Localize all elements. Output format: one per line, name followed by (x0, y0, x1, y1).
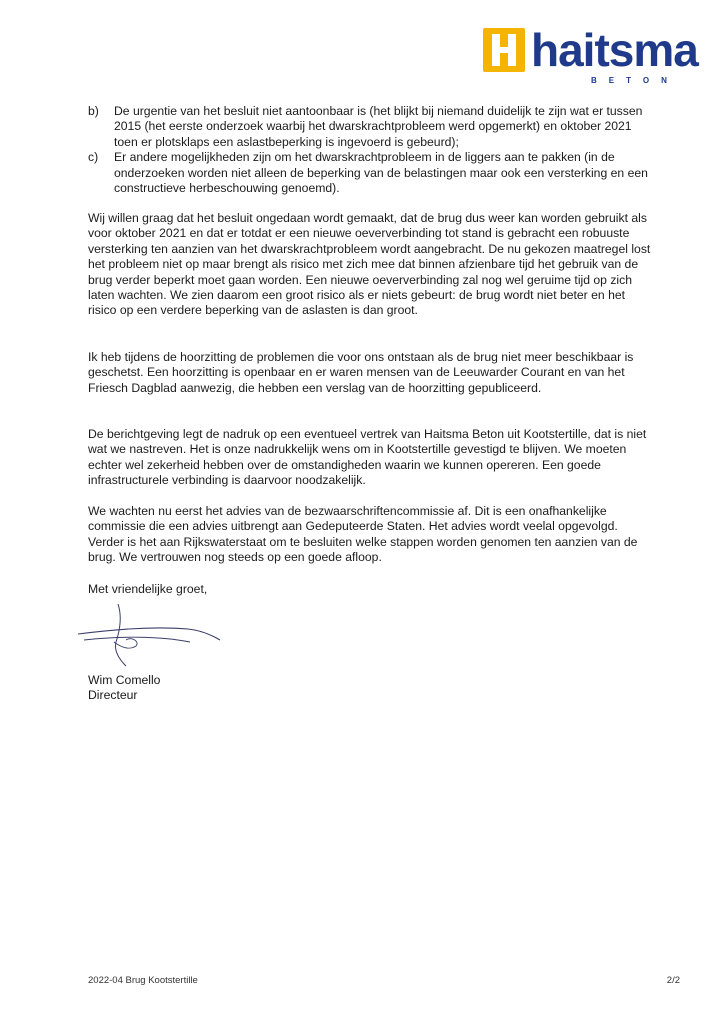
signer-name: Wim Comello (88, 673, 161, 687)
objection-list (88, 104, 656, 196)
body-paragraph: We wachten nu eerst het advies van de bezwaarschriftencommissie af. Dit is een onafhankelijke commissie die een advies uitbrengt aan Gedeputeerde Staten. Het advies wordt veelal opgevolgd. Verder is het aan Rijkswaterstaat om te besluiten welke stappen worden genomen ten aanzien van de brug. We vertrouwen nog steeds op een goede afloop. (88, 504, 638, 565)
list-item (88, 150, 656, 196)
list-marker: c) (88, 150, 99, 165)
footer-page-number: 2/2 (666, 975, 680, 986)
haitsma-logo (483, 24, 698, 90)
logo-mark-icon (483, 28, 525, 72)
body-paragraph: Wij willen graag dat het besluit ongedaan wordt gemaakt, dat de brug dus weer kan worden gebruikt als voor oktober 2021 en dat er totdat er een nieuwe oeververbinding tot stand is gebracht een robuuste versterking ten aanzien van het dwarskrachtprobleem wordt aangebracht. De nu gekozen maatregel lost het probleem niet op maar brengt als risico met zich mee dat binnen afzienbare tijd het gebruik van de brug verder beperkt moet gaan worden. Een nieuwe oeververbinding zal nog wel geruime tijd op zich laten wachten. We zien daarom een groot risico als er niets gebeurt: de brug wordt niet beter en het risico op een verdere beperking van de aslasten is dan groot. (88, 211, 651, 318)
logo-wordmark: haitsma (531, 24, 698, 76)
footer-document-reference: 2022-04 Brug Kootstertille (88, 975, 198, 986)
logo-subtitle: BETON (591, 76, 679, 85)
handwritten-signature (70, 596, 230, 676)
body-paragraph: De berichtgeving legt de nadruk op een eventueel vertrek van Haitsma Beton uit Kootstertille, dat is niet wat we nastreven. Het is onze nadrukkelijk wens om in Kootstertille gevestigd te blijven. We moeten echter wel zekerheid hebben over de omstandigheden waarin we kunnen opereren. Een goede infrastructurele verbinding is daarvoor noodzakelijk. (88, 427, 647, 488)
list-text: Er andere mogelijkheden zijn om het dwarskrachtprobleem in de liggers aan te pakken (in de onderzoeken worden niet alleen de beperking van de belastingen maar ook een versterking en een constructieve herbeschouwing genoemd). (114, 150, 648, 196)
signer-block (88, 673, 160, 704)
signer-title: Directeur (88, 688, 138, 703)
body-paragraph: Ik heb tijdens de hoorzitting de problemen die voor ons ontstaan als de brug niet meer beschikbaar is geschetst. Een hoorzitting is openbaar en er waren mensen van de Leeuwarder Courant en van het Friesch Dagblad aanwezig, die hebben een verslag van de hoorzitting gepubliceerd. (88, 350, 634, 395)
closing-greeting: Met vriendelijke groet, (88, 582, 208, 596)
list-marker: b) (88, 104, 99, 118)
list-item (88, 104, 656, 150)
list-text: De urgentie van het besluit niet aantoonbaar is (het blijkt bij niemand duidelijk te zijn wat er tussen 2015 (het eerste onderzoek waarbij het dwarskrachtprobleem werd opgemerkt) en oktober 2021 toen er plotsklaps een aslastbeperking is ingevoerd is gebeurd); (114, 104, 643, 149)
